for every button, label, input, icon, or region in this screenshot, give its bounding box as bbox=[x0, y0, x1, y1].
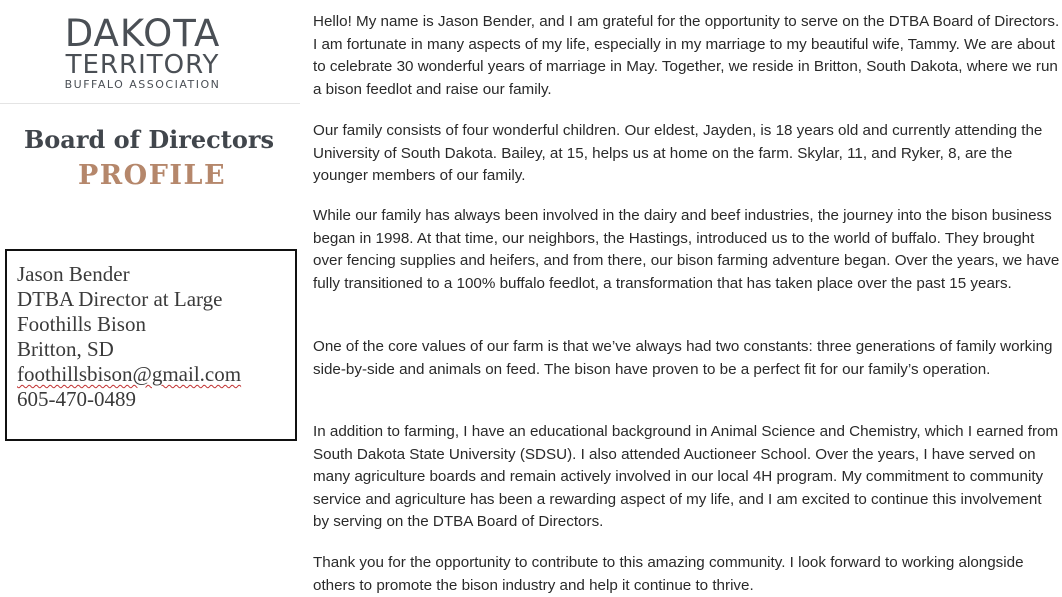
logo-divider bbox=[0, 103, 300, 104]
profile-heading: PROFILE bbox=[77, 160, 227, 191]
contact-farm: Foothills Bison bbox=[17, 312, 146, 336]
dakota-territory-logo bbox=[60, 14, 225, 92]
logo-line-dakota: DAKOTA bbox=[64, 12, 221, 55]
contact-role: DTBA Director at Large bbox=[17, 287, 223, 311]
bio-paragraph-history: While our family has always been involved in the dairy and beef industries, the journey into the bison business began in 1998. At that time, our neighbors, the Hastings, introduced us to the world of buffalo. They brought over fencing supplies and heifers, and from there, our bison farming adventure began. Over the years, we have fully transitioned to a 100% buffalo feedlot, a transformation that has taken place over the past 15 years. bbox=[313, 207, 1060, 292]
logo-line-territory: TERRITORY bbox=[65, 50, 220, 80]
bio-paragraph-thanks: Thank you for the opportunity to contribute to this amazing community. I look forward to working alongside others to promote the bison industry and help it continue to thrive. bbox=[313, 554, 1024, 594]
contact-location: Britton, SD bbox=[17, 337, 114, 361]
logo-line-association: BUFFALO ASSOCIATION bbox=[64, 78, 221, 91]
bio-paragraph-intro: Hello! My name is Jason Bender, and I am grateful for the opportunity to serve on the DTBA Board of Directors. I am fortunate in many aspects of my life, especially in my marriage to my beautiful wife, Tammy. We are about to celebrate 30 wonderful years of marriage in May. Together, we reside in Britton, South Dakota, where we run a bison feedlot and raise our family. bbox=[313, 13, 1060, 98]
contact-card bbox=[5, 249, 297, 441]
bio-paragraph-education: In addition to farming, I have an educational background in Animal Science and Chemistry, which I earned from South Dakota State University (SDSU). I also attended Auctioneer School. Over the years, I have served on many agriculture boards and remain actively involved in our local 4H program. My commitment to community service and agriculture has been a rewarding aspect of my life, and I am excited to continue this involvement by serving on the DTBA Board of Directors. bbox=[313, 423, 1059, 531]
contact-email[interactable]: foothillsbison@gmail.com bbox=[17, 362, 242, 386]
contact-name: Jason Bender bbox=[17, 262, 130, 286]
bio-paragraph-family: Our family consists of four wonderful children. Our eldest, Jayden, is 18 years old and currently attending the University of South Dakota. Bailey, at 15, helps us at home on the farm. Skylar, 11, and Ryker, 8, are the younger members of our family. bbox=[313, 122, 1043, 185]
board-of-directors-heading: Board of Directors bbox=[24, 125, 275, 154]
bio-paragraph-values: One of the core values of our farm is that we’ve always had two constants: three generations of family working side-by-side and animals on feed. The bison have proven to be a perfect fit for our family’s operation. bbox=[313, 338, 1053, 378]
contact-phone: 605-470-0489 bbox=[17, 387, 136, 411]
